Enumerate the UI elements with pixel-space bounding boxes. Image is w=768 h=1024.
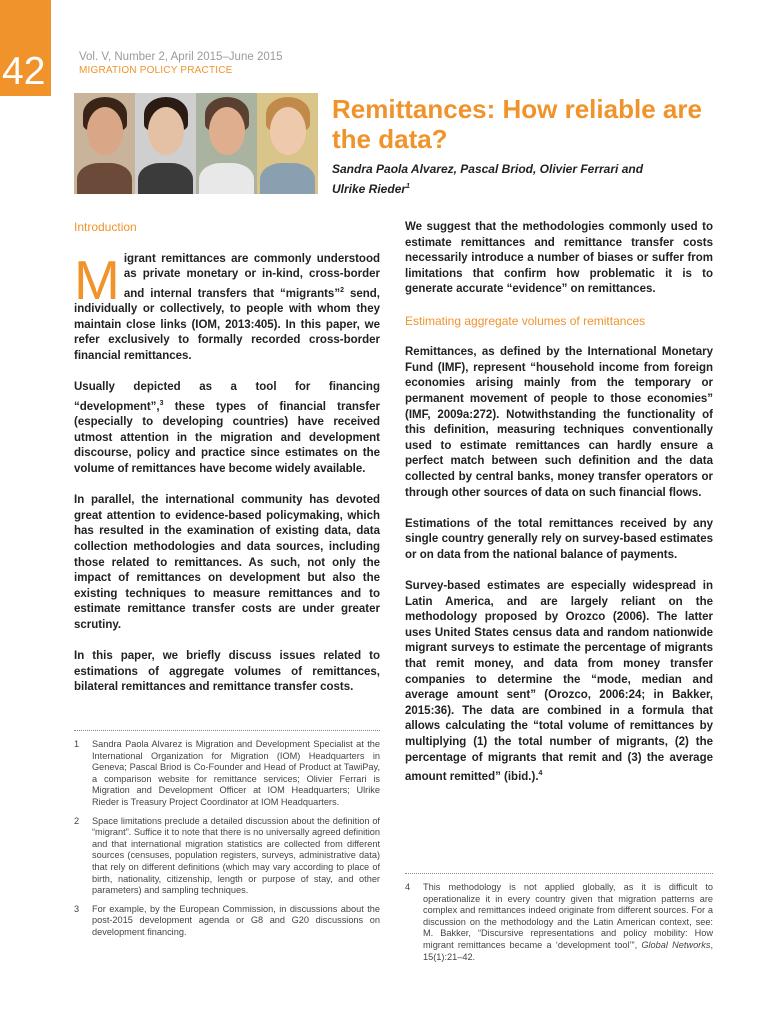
intro-paragraph-1: Migrant remittances are commonly understood as private monetary or in-kind, cross-border and internal transfers that “migrants”$^2$ send, individually or collectively, to people with whom they maintain close links (IOM, 2013:405). In this paper, we refer exclusively to formally recorded cross-border financial remittances. [74,248,380,362]
volume-info: Vol. V, Number 2, April 2015–June 2015 [79,51,283,63]
intro-paragraph-3: In parallel, the international community has devoted great attention to evidence-based policymaking, which has resulted in the examination of existing data, data collection methodologies and data sources, including those related to remittances. As such, not only the impact of remittances on development but also the existing techniques to measure remittances and to estimate remittance transfer costs are under greater scrutiny. [74,494,380,631]
right-paragraph-3: Estimations of the total remittances received by any single country generally rely on survey-based estimates or on data from the national balance of payments. [405,517,713,561]
right-paragraph-4: Survey-based estimates are especially widespread in Latin America, and are largely reliant on the methodology proposed by Orozco (2006). The latter uses United States census data and random nationwide migrant surveys to estimate the percentage of migrants that remit money, and data from money transfer companies to determine the “mode, median and average amount sent” (Orozco, 2006:24; in Bakker, 2015:36). The data are combined in a formula that allows calculating the “total volume of remittances by multiplying (1) the total number of migrants, (2) the percentage of migrants that remit and (3) the average amount remitted” (ibid.).$^4$ [405,580,713,784]
journal-name: MIGRATION POLICY PRACTICE [79,65,233,76]
author-photo-2 [135,93,196,194]
footnote-divider-left [74,730,380,731]
article-title: Remittances: How reliable are the data? [332,94,702,154]
footnote-3: 3 For example, by the European Commission, in discussions about the post-2015 development agenda or G8 and G20 discussions on development financing. [74,903,380,937]
section-heading-aggregate: Estimating aggregate volumes of remittances [405,313,646,328]
intro-paragraph-2: Usually depicted as a tool for financing “development”,$^3$ these types of financial transfer (especially to developing countries) have received utmost attention in the migration and development discourse, policy and practice since estimates on the volume of remittances have become widely available. [74,381,380,475]
left-column [74,220,380,711]
page-number: 42 [2,50,46,93]
article-authors: Sandra Paola Alvarez, Pascal Briod, Olivier Ferrari and Ulrike Rieder$^1$ [332,162,644,196]
footnote-2: 2 Space limitations preclude a detailed discussion about the definition of “migrant”. Suffice it to note that there is no universally agreed definition and that international migration statistics are collected from different sources (censuses, population registers, surveys, administrative data) that rely on different definitions (which may vary according to place of birth, nationality, citizenship, length or purpose of stay, and other parameters) and sampling techniques. [74,815,380,896]
right-paragraph-1: We suggest that the methodologies commonly used to estimate remittances and remittance transfer costs necessarily introduce a number of biases or suffer from limitations that confirm how problematic it is to generate accurate “evidence” on remittances. [405,221,713,296]
right-paragraph-2: Remittances, as defined by the International Monetary Fund (IMF), represent “household income from foreign economies arising mainly from the temporary or permanent movement of people to those economies” (IMF, 2009a:272). Notwithstanding the functionality of this definition, measuring techniques conventionally used to estimate remittances can hardly ensure a perfect match between such definition and the data collected by central banks, money transfer operators or through other sources of data on such financial flows. [405,346,713,499]
footnotes-right [405,882,713,970]
footnote-1: 1 Sandra Paola Alvarez is Migration and Development Specialist at the International Organization for Migration (IOM) Headquarters in Geneva; Pascal Briod is Co-Founder and Head of Product at TawiPay, a comparison website for remittance services; Olivier Ferrari is Migration and Development Officer at IOM Headquarters; Ulrike Rieder is Treasury Project Coordinator at IOM Headquarters. [74,739,380,807]
footnotes-left [74,739,380,946]
drop-cap: M [74,248,120,311]
author-footnote-ref: 1 [406,183,410,190]
intro-paragraph-4: In this paper, we briefly discuss issues related to estimations of aggregate volumes of remittances, bilateral remittances and remittance transfer costs. [74,650,380,694]
section-heading-introduction: Introduction [74,220,137,234]
author-photo-4 [257,93,318,194]
author-photo-3 [196,93,257,194]
author-photos [74,93,318,194]
right-column [405,220,713,801]
page-number-tab [0,0,51,96]
footnote-divider-right [405,873,713,874]
footnote-4: 4 This methodology is not applied globally, as it is difficult to operationalize it in every country given that migration patterns are complex and remittances indeed originate from different sources. For a discussion on the methodology and the Latin American context, see: M. Bakker, “Discursive representations and policy mobility: How migrant remittances became a ‘development tool’”, Global Networks, 15(1):21–42. [405,882,713,962]
author-photo-1 [74,93,135,194]
